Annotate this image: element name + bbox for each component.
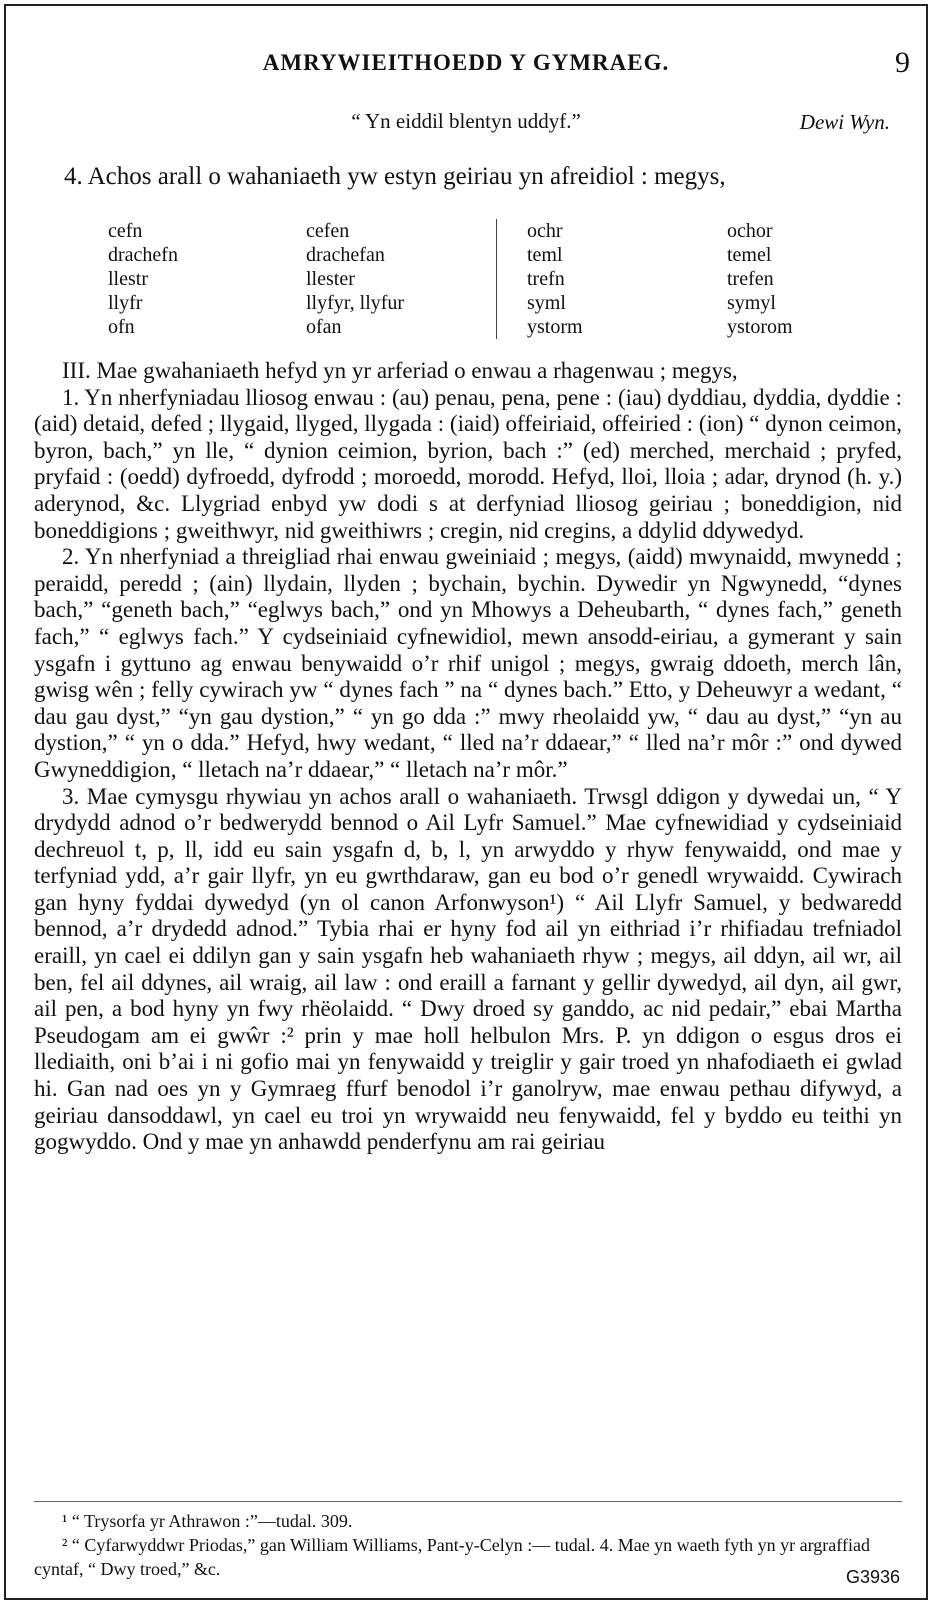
- table-row: [108, 267, 828, 291]
- table-cell: llyfr: [108, 292, 143, 314]
- column-divider: [497, 267, 528, 291]
- table-cell: ystorom: [727, 316, 793, 338]
- footnote-1: ¹ “ Trysorfa yr Athrawon :”—tudal. 309.: [62, 1511, 353, 1531]
- running-header: AMRYWIEITHOEDD Y GYMRAEG.: [262, 50, 670, 75]
- paragraph-3: 3. Mae cymysgu rhywiau yn achos arall o wahaniaeth. Trwsgl ddigon y dywedai un, “ Y drydydd adnod o’r bedwerydd bennod o Ail Lyfr Samuel.” Mae cyfnewidiad y cydseiniaid dechreuol t, p, ll, idd eu sain ysgafn d, b, l, yn arwyddo y rhyw fenywaidd, ond mae y terfyniad ydd, a’r gair llyfr, yn eu gwrthdaraw, gan eu bod o’r genedl wrywaidd. Cywirach gan hyny fyddai dywedyd (yn ol canon Arfonwyson¹) “ Ail Llyfr Samuel, y bedwaredd bennod, a’r drydedd adnod.” Tybia rhai er hyny fod ail yn eithriad i’r rhifiadau trefniadol eraill, yn cael ei ddilyn gan y sain ysgafn heb wahaniaeth rhyw ; megys, ail ddyn, ail wr, ail ben, fel ail ddynes, ail wraig, ail law : ond eraill a farnant y gellir dywedyd, ail dyn, ail gwr, ail pen, a bod hyny yn fwy rhëolaidd. “ Dwy droed sy ganddo, ac nid pedair,” ebai Martha Pseudogam am ei gwŵr :² prin y mae holl helbulon Mrs. P. yn ddigon o esgus dros ei llediaith, oni b’ai i ni gofio mai yn fenywaidd y treiglir y gair troed yn nhafodiaeth ei gwlad hi. Gan nad oes yn y Gymraeg ffurf benodol i’r ganolryw, mae enwau pethau difywyd, a geiriau dansoddawl, yn cael eu troi yn wrywaidd neu fenywaidd, fel y byddo eu teithi yn gogwyddo. Ond y mae yn anhawdd penderfynu am rai geiriau: [34, 783, 902, 1155]
- table-cell: ystorm: [527, 316, 583, 338]
- paragraph-1: 1. Yn nherfyniadau lliosog enwau : (au) penau, pena, pene : (iau) dyddiau, dyddia, dyddie : (aid) detaid, defed ; llygaid, llyged, llygada : (iaid) offeiriaid, offeiried : (ion) “ dynon ceimon, byron, bach,” yn lle, “ dynion ceimion, byrion, bach :” (ed) merched, merchaid ; pryfed, pryfaid : (oedd) dyfroedd, dyfrodd ; moroedd, morodd. Hefyd, lloi, lloia ; adar, drynod (h. y.) aderynod, &c. Llygriad enbyd yw dodi s at derfyniad lliosog geiriau ; boneddigion, nid boneddigions ; gweithwyr, nid gweithiwrs ; cregin, nid cregins, a ddylid ddywedyd.: [34, 384, 902, 543]
- table-cell: temel: [727, 244, 772, 266]
- column-divider: [497, 315, 528, 339]
- column-divider: [497, 291, 528, 315]
- epigraph-author: Dewi Wyn.: [799, 110, 890, 134]
- table-cell: ofn: [108, 316, 135, 338]
- column-divider: [497, 219, 528, 243]
- catalog-code: G3936: [845, 1567, 900, 1587]
- table-cell: ochor: [727, 220, 773, 242]
- page-number: 9: [895, 46, 910, 79]
- table-cell: drachefn: [108, 244, 178, 266]
- footnote-divider: [34, 1501, 902, 1502]
- book-page: [4, 4, 928, 1600]
- table-cell: llestr: [108, 268, 148, 290]
- body-text: [34, 358, 902, 1156]
- table-cell: syml: [527, 292, 566, 314]
- column-divider: [497, 243, 528, 267]
- section-iii-intro: III. Mae gwahaniaeth hefyd yn yr arferiad o enwau a rhagenwau ; megys,: [62, 358, 738, 383]
- paragraph-2: 2. Yn nherfyniad a threigliad rhai enwau gweiniaid ; megys, (aidd) mwynaidd, mwynedd ; peraidd, peredd ; (ain) llydain, llyden ; bychain, bychin. Dywedir yn Ngwynedd, “dynes bach,” “geneth bach,” “eglwys bach,” ond yn Mhowys a Deheubarth, “ dynes fach,” geneth fach,” “ eglwys fach.” Y cydseiniaid cyfnewidiol, mewn ansodd-eiriau, a gymerant y sain ysgafn i gyttuno ag enwau benywaidd o’r rhif unigol ; megys, gwraig ddoeth, merch lân, gwisg wên ; felly cywirach yw “ dynes fach ” na “ dynes bach.” Etto, y Deheuwyr a wedant, “ dau gau dyst,” “yn gau dystion,” “ yn go dda :” mwy rheolaidd yw, “ dau au dyst,” “yn au dystion,” “ yn o dda.” Hefyd, hwy wedant, “ lled na’r ddaear,” “ lled na’r môr :” ond dywed Gwyneddigion, “ lletach na’r ddaear,” “ lletach na’r môr.”: [34, 544, 902, 782]
- footnote-2: ² “ Cyfarwyddwr Priodas,” gan William Williams, Pant-y-Celyn :— tudal. 4. Mae yn waeth fyth yn yr argraffiad cyntaf, “ Dwy troed,” &c.: [34, 1535, 870, 1579]
- table-row: [108, 291, 828, 315]
- table-cell: cefen: [306, 220, 350, 242]
- paragraph-4-heading: 4. Achos arall o wahaniaeth yw estyn geiriau yn afreidiol : megys,: [64, 163, 726, 190]
- table-cell: teml: [527, 244, 563, 266]
- table-cell: trefn: [527, 268, 565, 290]
- table-cell: ochr: [527, 220, 563, 242]
- table-row: [108, 219, 828, 243]
- epigraph-quote: “ Yn eiddil blentyn uddyf.”: [351, 109, 581, 133]
- table-cell: ofan: [306, 316, 342, 338]
- table-row: [108, 315, 828, 339]
- word-comparison-table: [108, 219, 828, 339]
- table-cell: cefn: [108, 220, 143, 242]
- table-cell: drachefan: [306, 244, 385, 266]
- table-cell: symyl: [727, 292, 776, 314]
- table-cell: trefen: [727, 268, 774, 290]
- table-cell: llyfyr, llyfur: [306, 292, 405, 314]
- table-cell: llester: [306, 268, 355, 290]
- table-row: [108, 243, 828, 267]
- footnotes: [34, 1509, 902, 1581]
